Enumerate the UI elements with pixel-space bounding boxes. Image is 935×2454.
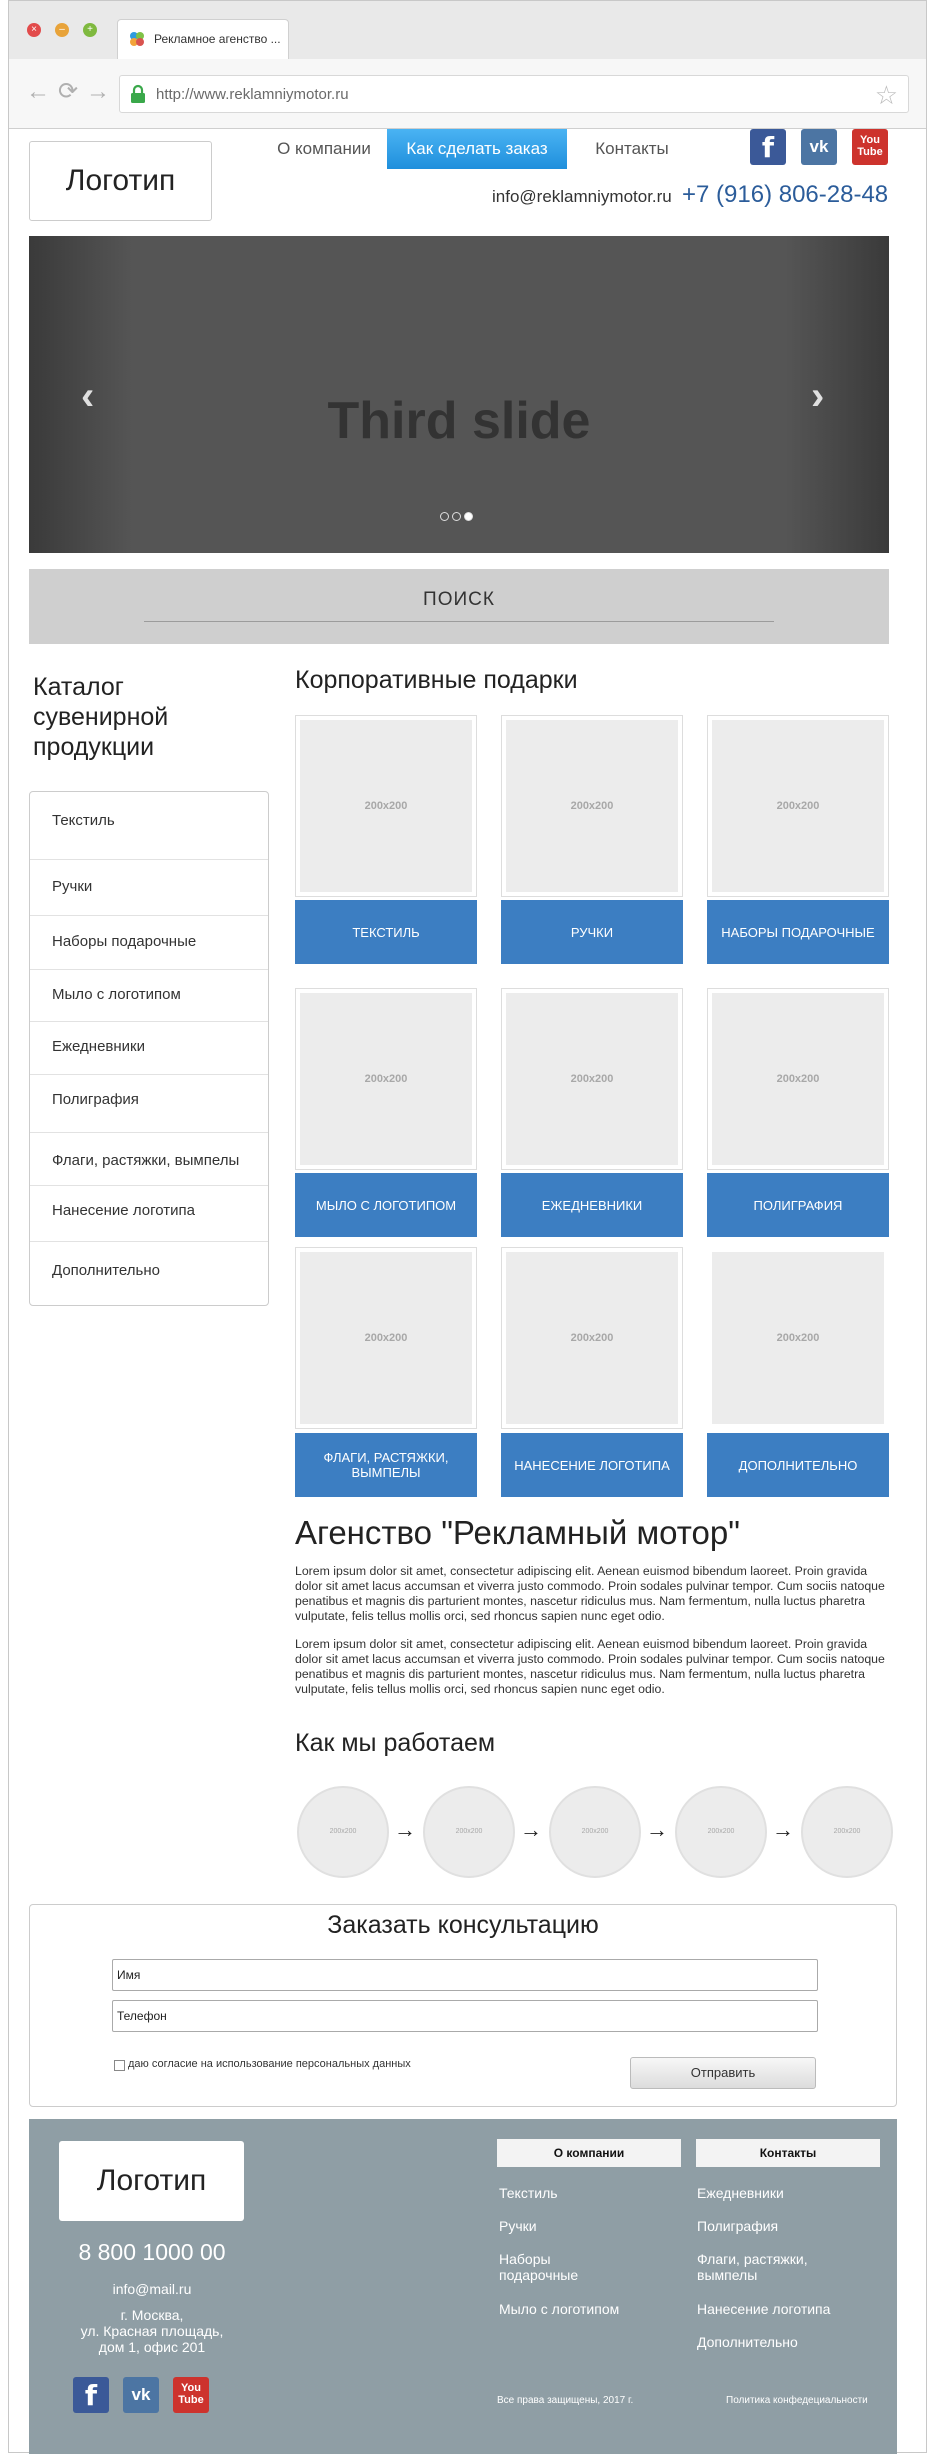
footer-link[interactable]: Дополнительно: [697, 2334, 798, 2350]
sidebar-item-logo-printing[interactable]: Нанесение логотипа: [30, 1186, 268, 1242]
vk-glyph: vk: [131, 2385, 151, 2404]
product-card[interactable]: [501, 988, 685, 1234]
step-circle: 200x200: [423, 1786, 515, 1878]
address-bar-area: [9, 59, 926, 129]
footer-link[interactable]: Мыло с логотипом: [499, 2301, 620, 2317]
search-underline: [144, 621, 774, 622]
product-card[interactable]: [501, 1247, 685, 1497]
menu-about[interactable]: О компании: [277, 139, 371, 158]
product-card[interactable]: [295, 1247, 479, 1497]
product-image: [707, 1247, 889, 1429]
product-card[interactable]: [501, 715, 685, 961]
consultation-title: Заказать консультацию: [327, 1911, 599, 1939]
sidebar-item-gift-sets[interactable]: Наборы подарочные: [30, 916, 268, 970]
consent-label: даю согласие на использование персональных данных: [128, 2058, 411, 2070]
footer: [29, 2119, 897, 2454]
image-placeholder-label: 200x200: [506, 1252, 678, 1424]
step-circle: 200x200: [675, 1786, 767, 1878]
footer-email[interactable]: info@mail.ru: [112, 2281, 192, 2297]
consent-checkbox[interactable]: [114, 2060, 125, 2071]
search-label: ПОИСК: [423, 589, 495, 610]
privacy-policy-link[interactable]: Политика конфедециальности: [726, 2395, 868, 2406]
copyright-text: Все права защищены, 2017 г.: [497, 2395, 634, 2406]
carousel-dot[interactable]: [452, 512, 461, 521]
step-circle: 200x200: [549, 1786, 641, 1878]
about-paragraph: Lorem ipsum dolor sit amet, consectetur adipiscing elit. Aenean euismod bibendum laoreet. Proin gravida dolor sit amet lacus accumsan et viverra justo commodo. Proin sodales pulvinar tempor. Cum sociis natoque penatibus et magnis dis parturient montes, nascetur ridiculus mus. Nam fermentum, nulla luctus pharetra vulputate, felis tellus mollis orci, sed rhoncus sapien nunc eget odio.: [295, 1564, 885, 1623]
sidebar-item-flags[interactable]: Флаги, растяжки, вымпелы: [30, 1133, 268, 1186]
facebook-icon[interactable]: [750, 129, 786, 165]
gifts-title: Корпоративные подарки: [295, 666, 578, 694]
footer-link[interactable]: Текстиль: [499, 2185, 558, 2201]
carousel-indicators: [440, 508, 480, 520]
image-placeholder-label: 200x200: [712, 1252, 884, 1424]
step-circle: 200x200: [801, 1786, 893, 1878]
consultation-form: [29, 1904, 897, 2107]
browser-tab[interactable]: [117, 19, 289, 59]
carousel-dot-active[interactable]: [464, 512, 473, 521]
address-line: г. Москва,: [120, 2307, 184, 2323]
sidebar-item-pens[interactable]: Ручки: [30, 860, 268, 916]
tab-title: Рекламное агенство ...: [154, 32, 281, 46]
lock-icon: [130, 84, 146, 104]
product-image: [707, 988, 889, 1170]
image-placeholder-label: 200x200: [300, 993, 472, 1165]
name-input[interactable]: [112, 1959, 818, 1991]
product-card-button[interactable]: ПОЛИГРАФИЯ: [707, 1173, 889, 1237]
site-favicon-icon: [128, 30, 146, 48]
image-placeholder-label: 200x200: [300, 720, 472, 892]
youtube-glyph: You Tube: [857, 134, 883, 158]
sidebar-item-printing[interactable]: Полиграфия: [30, 1075, 268, 1133]
close-window-button[interactable]: ×: [27, 23, 41, 37]
product-card-button[interactable]: НАНЕСЕНИЕ ЛОГОТИПА: [501, 1433, 683, 1497]
product-card-button[interactable]: ФЛАГИ, РАСТЯЖКИ, ВЫМПЕЛЫ: [295, 1433, 477, 1497]
url-input[interactable]: [119, 75, 909, 113]
header-phone[interactable]: +7 (916) 806-28-48: [682, 181, 889, 208]
phone-input[interactable]: [112, 2000, 818, 2032]
product-card[interactable]: [295, 715, 479, 961]
forward-arrow-icon[interactable]: →: [86, 78, 110, 105]
footer-link[interactable]: Флаги, растяжки, вымпелы: [697, 2251, 808, 2283]
search-bar[interactable]: [29, 569, 889, 644]
menu-contacts[interactable]: Контакты: [595, 139, 669, 158]
footer-link[interactable]: Ручки: [499, 2218, 537, 2234]
back-arrow-icon[interactable]: ←: [26, 78, 50, 105]
product-image: [295, 1247, 477, 1429]
vk-icon[interactable]: [801, 129, 837, 165]
product-card-button[interactable]: НАБОРЫ ПОДАРОЧНЫЕ: [707, 900, 889, 964]
image-carousel: [29, 236, 889, 553]
carousel-next-icon[interactable]: ›: [811, 374, 825, 418]
product-card-button[interactable]: ЕЖЕДНЕВНИКИ: [501, 1173, 683, 1237]
address-line: ул. Красная площадь,: [80, 2323, 224, 2339]
carousel-dot[interactable]: [440, 512, 449, 521]
product-card-button[interactable]: ТЕКСТИЛЬ: [295, 900, 477, 964]
product-card-button[interactable]: ДОПОЛНИТЕЛЬНО: [707, 1433, 889, 1497]
product-card-button[interactable]: РУЧКИ: [501, 900, 683, 964]
sidebar-item-soap[interactable]: Мыло с логотипом: [30, 970, 268, 1022]
slide-caption: Third slide: [327, 392, 591, 450]
product-card[interactable]: [707, 988, 891, 1234]
footer-link[interactable]: Полиграфия: [697, 2218, 779, 2234]
step-circle: 200x200: [297, 1786, 389, 1878]
minimize-window-button[interactable]: –: [55, 23, 69, 37]
address-line: дом 1, офис 201: [98, 2339, 206, 2355]
footer-vk-icon[interactable]: [123, 2377, 159, 2413]
product-image: [295, 715, 477, 897]
sidebar-item-textile[interactable]: Текстиль: [30, 792, 268, 860]
arrow-right-icon: →: [646, 1817, 668, 1842]
image-placeholder-label: 200x200: [712, 720, 884, 892]
maximize-window-button[interactable]: +: [83, 23, 97, 37]
footer-phone[interactable]: 8 800 1000 00: [78, 2239, 226, 2265]
header-logo[interactable]: Логотип: [29, 141, 212, 221]
arrow-right-icon: →: [520, 1817, 542, 1842]
footer-logo[interactable]: Логотип: [59, 2141, 244, 2221]
footer-facebook-icon[interactable]: [73, 2377, 109, 2413]
sidebar-item-diaries[interactable]: Ежедневники: [30, 1022, 268, 1075]
arrow-right-icon: →: [394, 1817, 416, 1842]
image-placeholder-label: 200x200: [506, 720, 678, 892]
youtube-icon[interactable]: [852, 129, 888, 165]
product-image: [501, 715, 683, 897]
product-image: [295, 988, 477, 1170]
header-email[interactable]: info@reklamniymotor.ru: [492, 187, 672, 206]
footer-link[interactable]: Ежедневники: [697, 2185, 784, 2201]
menu-how-to-order[interactable]: Как сделать заказ: [387, 129, 567, 169]
vk-glyph: vk: [809, 137, 829, 156]
about-paragraph: Lorem ipsum dolor sit amet, consectetur adipiscing elit. Aenean euismod bibendum laoreet. Proin gravida dolor sit amet lacus accumsan et viverra justo commodo. Proin sodales pulvinar tempor. Cum sociis natoque penatibus et magnis dis parturient montes, nascetur ridiculus mus. Nam fermentum, nulla luctus pharetra vulputate, felis tellus mollis orci, sed rhoncus sapien nunc eget odio.: [295, 1637, 885, 1696]
product-image: [501, 1247, 683, 1429]
product-card[interactable]: [707, 1247, 891, 1497]
image-placeholder-label: 200x200: [300, 1252, 472, 1424]
about-title: Агенство "Рекламный мотор": [295, 1514, 740, 1551]
product-card-button[interactable]: МЫЛО С ЛОГОТИПОМ: [295, 1173, 477, 1237]
catalog-sidebar: [29, 791, 269, 1306]
facebook-glyph: f: [84, 2379, 98, 2412]
product-image: [707, 715, 889, 897]
footer-link[interactable]: Наборы подарочные: [499, 2251, 579, 2283]
footer-link[interactable]: Нанесение логотипа: [697, 2301, 831, 2317]
footer-address: [29, 2307, 275, 2355]
product-image: [501, 988, 683, 1170]
sidebar-item-additional[interactable]: Дополнительно: [52, 1262, 160, 1279]
carousel-prev-icon[interactable]: ‹: [81, 374, 95, 418]
footer-col-contacts-heading[interactable]: Контакты: [696, 2139, 880, 2167]
reload-icon[interactable]: ⟳: [57, 78, 79, 105]
facebook-glyph: f: [761, 131, 775, 164]
catalog-title: Каталог сувенирной продукции: [33, 673, 169, 761]
bookmark-star-icon[interactable]: ☆: [874, 80, 898, 110]
youtube-glyph: You Tube: [178, 2382, 204, 2406]
browser-window: [8, 0, 927, 2453]
image-placeholder-label: 200x200: [506, 993, 678, 1165]
footer-youtube-icon[interactable]: [173, 2377, 209, 2413]
product-card[interactable]: [707, 715, 891, 961]
title-bar: [9, 1, 926, 59]
arrow-right-icon: →: [772, 1817, 794, 1842]
submit-button[interactable]: Отправить: [630, 2057, 816, 2089]
footer-col-about-heading[interactable]: О компании: [497, 2139, 681, 2167]
image-placeholder-label: 200x200: [712, 993, 884, 1165]
product-card[interactable]: [295, 988, 479, 1234]
how-we-work-title: Как мы работаем: [295, 1729, 496, 1757]
url-text: http://www.reklamniymotor.ru: [156, 86, 349, 103]
web-page: [9, 129, 926, 2454]
